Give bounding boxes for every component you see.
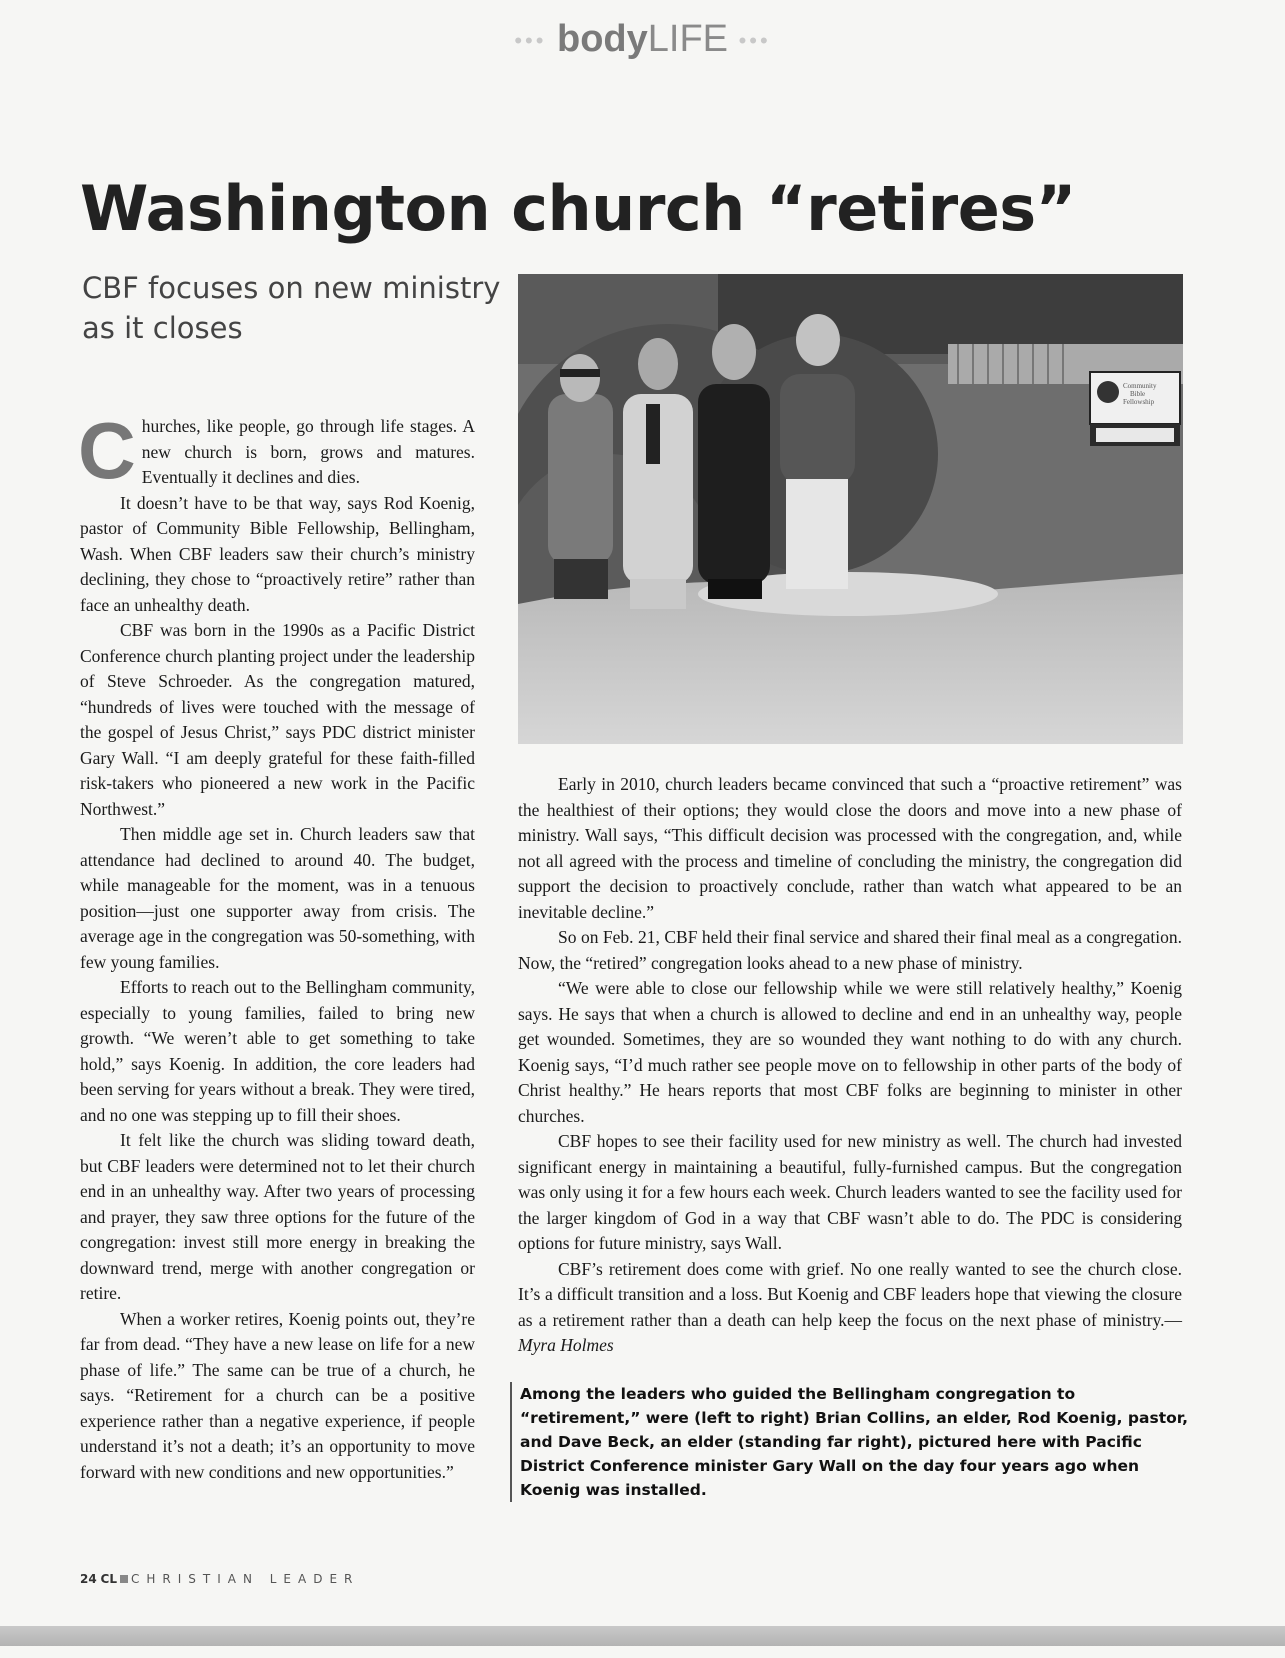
- paragraph: [518, 1257, 1182, 1359]
- section-header: [0, 18, 1285, 61]
- article-column-right: [518, 772, 1182, 1359]
- paragraph: Churches, like people, go through life stages. A new church is born, grows and matures. Eventually it declines and dies.: [78, 406, 475, 495]
- photo-caption: Among the leaders who guided the Bellingham congregation to “retirement,” were (left to right) Brian Collins, an elder, Rod Koenig, pastor, and Dave Beck, an elder (standing far right), pictured here with Pacific District Conference minister Gary Wall on the day four years ago when Koenig was installed.: [510, 1382, 1200, 1502]
- closing-text: CBF’s retirement does come with grief. No one really wanted to see the church close. It’s a difficult transition and a loss. But Koenig and CBF leaders hope that viewing the closure as a retirement rather than a death can help keep the focus on the next phase of ministry.—: [518, 1258, 1182, 1330]
- section-dots-right: •••: [738, 27, 771, 53]
- article-column-left: [78, 406, 475, 1485]
- paragraph: “We were able to close our fellowship while we were still relatively healthy,” Koenig says. He says that when a church is allowed to decline and end in an unhealthy way, people get wounded. Sometimes, they are so wounded they want nothing to do with any church. Koenig says, “I’d much rather see people move on to fellowship in other parts of the body of Christ healthy.” He hears reports that most CBF folks are beginning to minister in other churches.: [518, 978, 1182, 1126]
- sign-line-1: Community: [1123, 382, 1157, 390]
- paragraph: CBF was born in the 1990s as a Pacific District Conference church planting project under the leadership of Steve Schroeder. As the congregation matured, “hundreds of lives were touched with the message of the gospel of Jesus Christ,” says PDC district minister Gary Wall. “I am deeply grateful for these faith-filled risk-takers who pioneered a new work in the Pacific Northwest.”: [80, 620, 475, 819]
- page-footer: [80, 1572, 359, 1586]
- paragraph: When a worker retires, Koenig points out, they’re far from dead. “They have a new lease on life for a new phase of life.” The same can be true of a church, he says. “Retirement for a church can be a positive experience rather than a negative experience, if people understand it’s not a death; it’s an opportunity to move forward with new conditions and new opportunities.”: [80, 1308, 475, 1482]
- separator-square: [120, 1575, 128, 1583]
- paragraph: CBF hopes to see their facility used for new ministry as well. The church had invested significant energy in maintaining a beautiful, fully-furnished campus. But the congregation was only using it for a few hours each week. Church leaders wanted to see the facility used for the larger kingdom of God in a way that CBF wasn’t able to do. The PDC is considering options for future ministry, says Wall.: [518, 1131, 1182, 1253]
- paragraph: Then middle age set in. Church leaders saw that attendance had declined to around 40. The budget, while manageable for the moment, was in a tenuous position—just one supporter away from crisis. The average age in the congregation was 50-something, with few young families.: [80, 824, 475, 972]
- paragraph: Efforts to reach out to the Bellingham community, especially to young families, failed to bring new growth. “We weren’t able to get something to take hold,” says Koenig. In addition, the core leaders had been serving for years without a break. They were tired, and no one was stepping up to fill their shoes.: [80, 977, 475, 1125]
- article-photo: [518, 274, 1183, 744]
- headline: Washington church “retires”: [80, 172, 1076, 245]
- sign-line-3: Fellowship: [1123, 398, 1155, 406]
- subhead: CBF focuses on new ministry as it closes: [82, 271, 501, 345]
- section-dots-left: •••: [514, 27, 547, 53]
- publication-abbr: CL: [100, 1572, 117, 1586]
- paragraph: Early in 2010, church leaders became convinced that such a “proactive retirement” was the healthiest of their options; they would close the doors and move into a new phase of ministry. Wall says, “This difficult decision was processed with the congregation, and, while not all agreed with the process and timeline of concluding the ministry, the congregation did support the decision to proactively conclude, rather than watch what appeared to be an inevitable decline.”: [518, 774, 1182, 922]
- bottom-bar: [0, 1626, 1285, 1646]
- section-name-light: LIFE: [647, 18, 729, 60]
- photo-illustration: [518, 274, 1183, 744]
- section-name-bold: body: [556, 18, 648, 60]
- paragraph: It felt like the church was sliding toward death, but CBF leaders were determined not to let their church end in an unhealthy way. After two years of processing and prayer, they saw three options for the future of the congregation: invest still more energy in breaking the downward trend, merge with another congregation or retire.: [80, 1130, 475, 1303]
- paragraph: It doesn’t have to be that way, says Rod Koenig, pastor of Community Bible Fellowship, Bellingham, Wash. When CBF leaders saw their church’s ministry declining, they chose to “proactively retire” rather than face an unhealthy death.: [80, 492, 475, 615]
- sign-line-2: Bible: [1130, 390, 1146, 398]
- drop-cap: C: [78, 406, 136, 495]
- publication-name: CHRISTIAN LEADER: [130, 1572, 360, 1586]
- byline: Myra Holmes: [518, 1335, 614, 1355]
- page-number: 24: [80, 1572, 97, 1586]
- paragraph: So on Feb. 21, CBF held their final service and shared their final meal as a congregation. Now, the “retired” congregation looks ahead to a new phase of ministry.: [518, 927, 1182, 973]
